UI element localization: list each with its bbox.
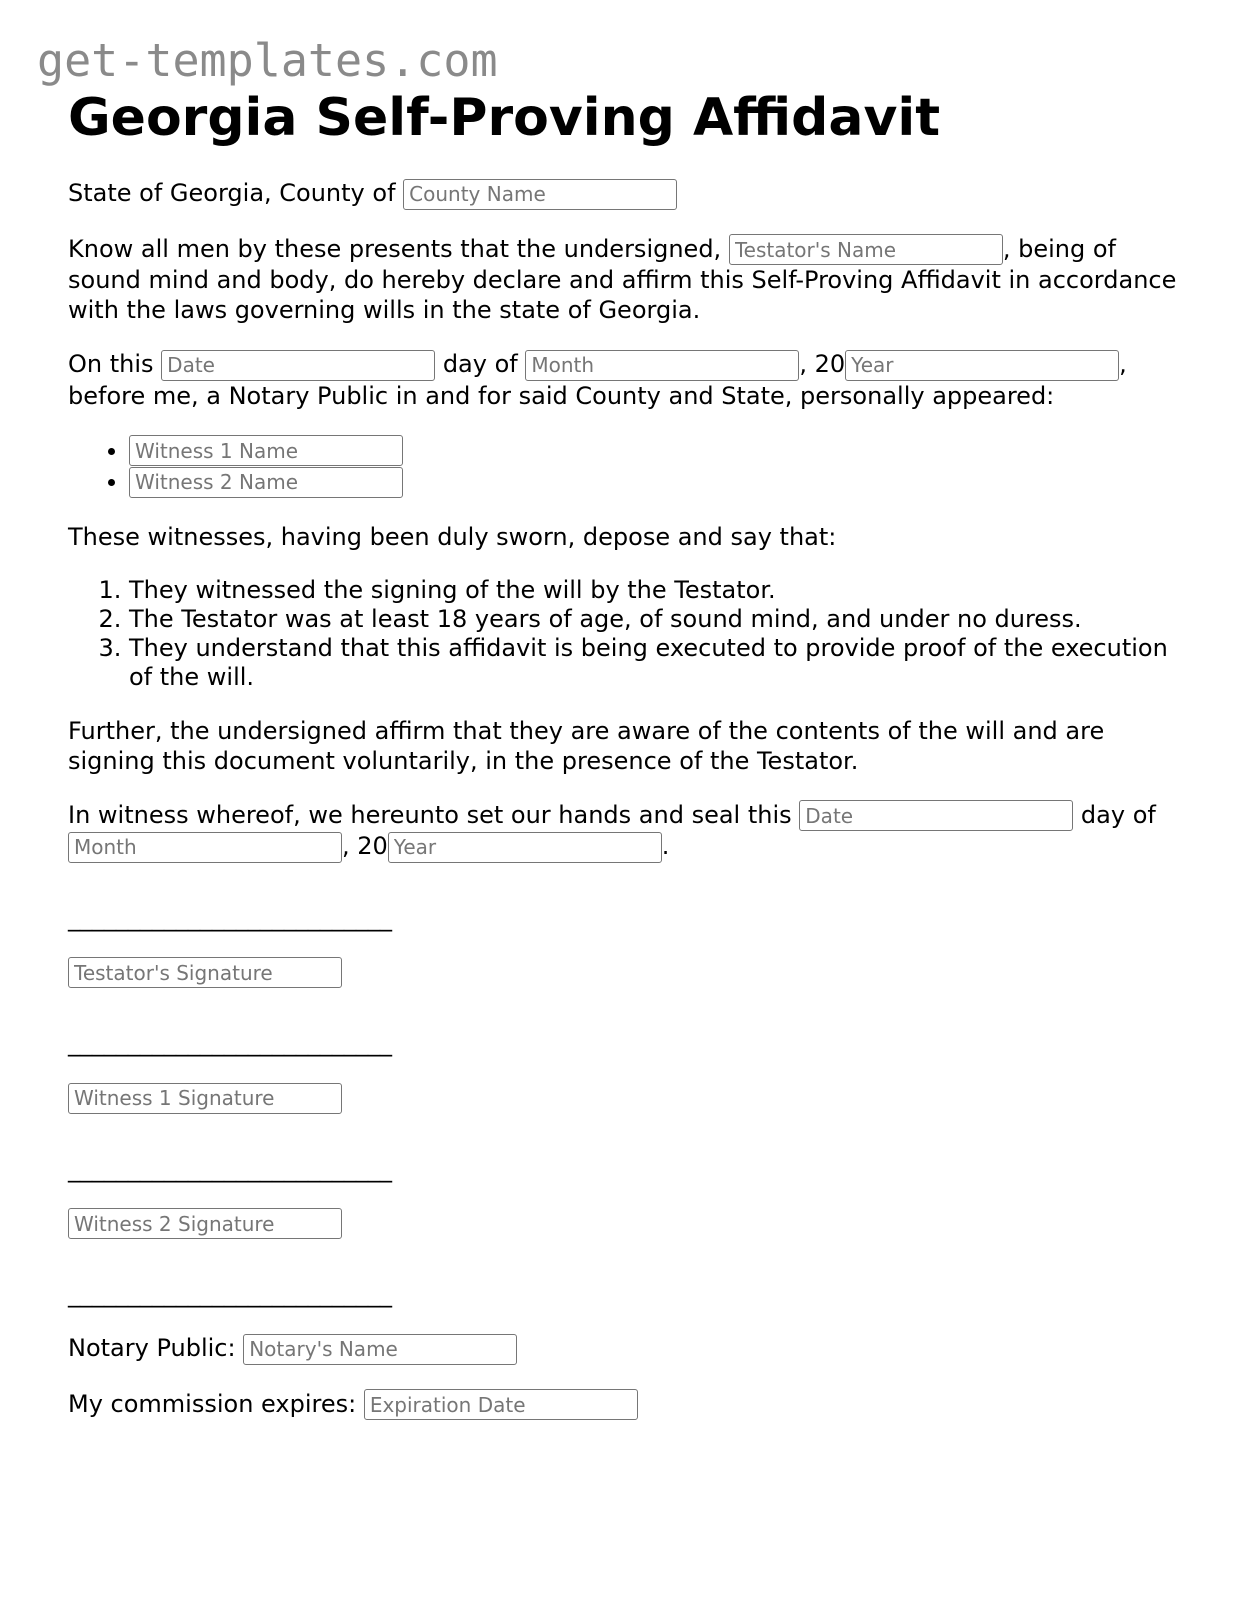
whereof-comma-20-text: , 20 [342, 832, 388, 860]
watermark-logo: get-templates.com [37, 34, 498, 87]
notary-label: Notary Public: [68, 1334, 236, 1362]
comma-20-text: , 20 [799, 350, 846, 378]
whereof-day-of-text: day of [1080, 800, 1156, 829]
whereof-year-input[interactable] [388, 832, 662, 863]
on-this-text: On this [68, 350, 154, 378]
witness-2-signature-row [68, 1208, 1188, 1240]
statement-item: 2. The Testator was at least 18 years of age, of sound mind, and under no duress. [129, 605, 1188, 634]
appearance-paragraph [68, 349, 1188, 411]
whereof-month-input[interactable] [68, 832, 342, 863]
witness-whereof-text: In witness whereof, we hereunto set our hands and seal this [68, 800, 792, 829]
witness-2-signature-line: ___________________________ [68, 1154, 392, 1183]
witness-2-signature-input[interactable] [68, 1208, 342, 1239]
page-title: Georgia Self-Proving Affidavit [68, 88, 941, 148]
appearance-month-input[interactable] [525, 350, 799, 381]
whereof-period: . [661, 832, 670, 860]
sworn-intro: These witnesses, having been duly sworn, depose and say that: [68, 522, 837, 551]
witness-name-list [68, 435, 1188, 498]
witness-1-name-input[interactable] [129, 435, 403, 466]
notary-name-input[interactable] [243, 1334, 517, 1365]
signature-block [68, 903, 1188, 1421]
notary-row [68, 1333, 1188, 1365]
county-line [68, 178, 1188, 210]
commission-expiration-input[interactable] [364, 1389, 638, 1420]
appearance-year-input[interactable] [845, 350, 1119, 381]
appearance-date-input[interactable] [161, 350, 435, 381]
county-name-input[interactable] [403, 179, 677, 210]
testator-signature-line: ___________________________ [68, 903, 392, 932]
statements-list [68, 576, 1188, 692]
declaration-text-before: Know all men by these presents that the undersigned, [68, 234, 722, 263]
declaration-text-after: , being of sound mind and body, do hereby declare and affirm this Self-Proving Affidavit in accordance with the laws governing wills in the state of Georgia. [68, 234, 1177, 324]
statement-item: 1. They witnessed the signing of the will by the Testator. [129, 576, 1188, 605]
witness-1-signature-line: ___________________________ [68, 1029, 392, 1057]
witness-whereof-paragraph [68, 800, 1188, 863]
witness-1-signature-row [68, 1082, 1188, 1114]
whereof-date-input[interactable] [799, 800, 1073, 831]
day-of-text: day of [442, 350, 518, 378]
declaration-paragraph [68, 234, 1188, 326]
appearance-text-after: , before me, a Notary Public in and for said County and State, personally appeared: [68, 350, 1127, 410]
notary-signature-line: ___________________________ [68, 1280, 392, 1308]
witness-1-signature-input[interactable] [68, 1083, 342, 1114]
witness-2-name-input[interactable] [129, 467, 403, 498]
list-item [129, 466, 1188, 498]
testator-name-input[interactable] [729, 234, 1003, 265]
testator-signature-input[interactable] [68, 957, 342, 988]
affidavit-document [68, 88, 1188, 1444]
list-item [129, 435, 1188, 467]
testator-signature-row [68, 957, 1188, 989]
county-label: State of Georgia, County of [68, 179, 396, 207]
statement-item: 3. They understand that this affidavit is being executed to provide proof of the execution of the will. [129, 634, 1188, 692]
commission-row [68, 1389, 1188, 1421]
commission-label: My commission expires: [68, 1389, 357, 1418]
further-paragraph: Further, the undersigned affirm that they are aware of the contents of the will and are signing this document voluntarily, in the presence of the Testator. [68, 716, 1105, 775]
